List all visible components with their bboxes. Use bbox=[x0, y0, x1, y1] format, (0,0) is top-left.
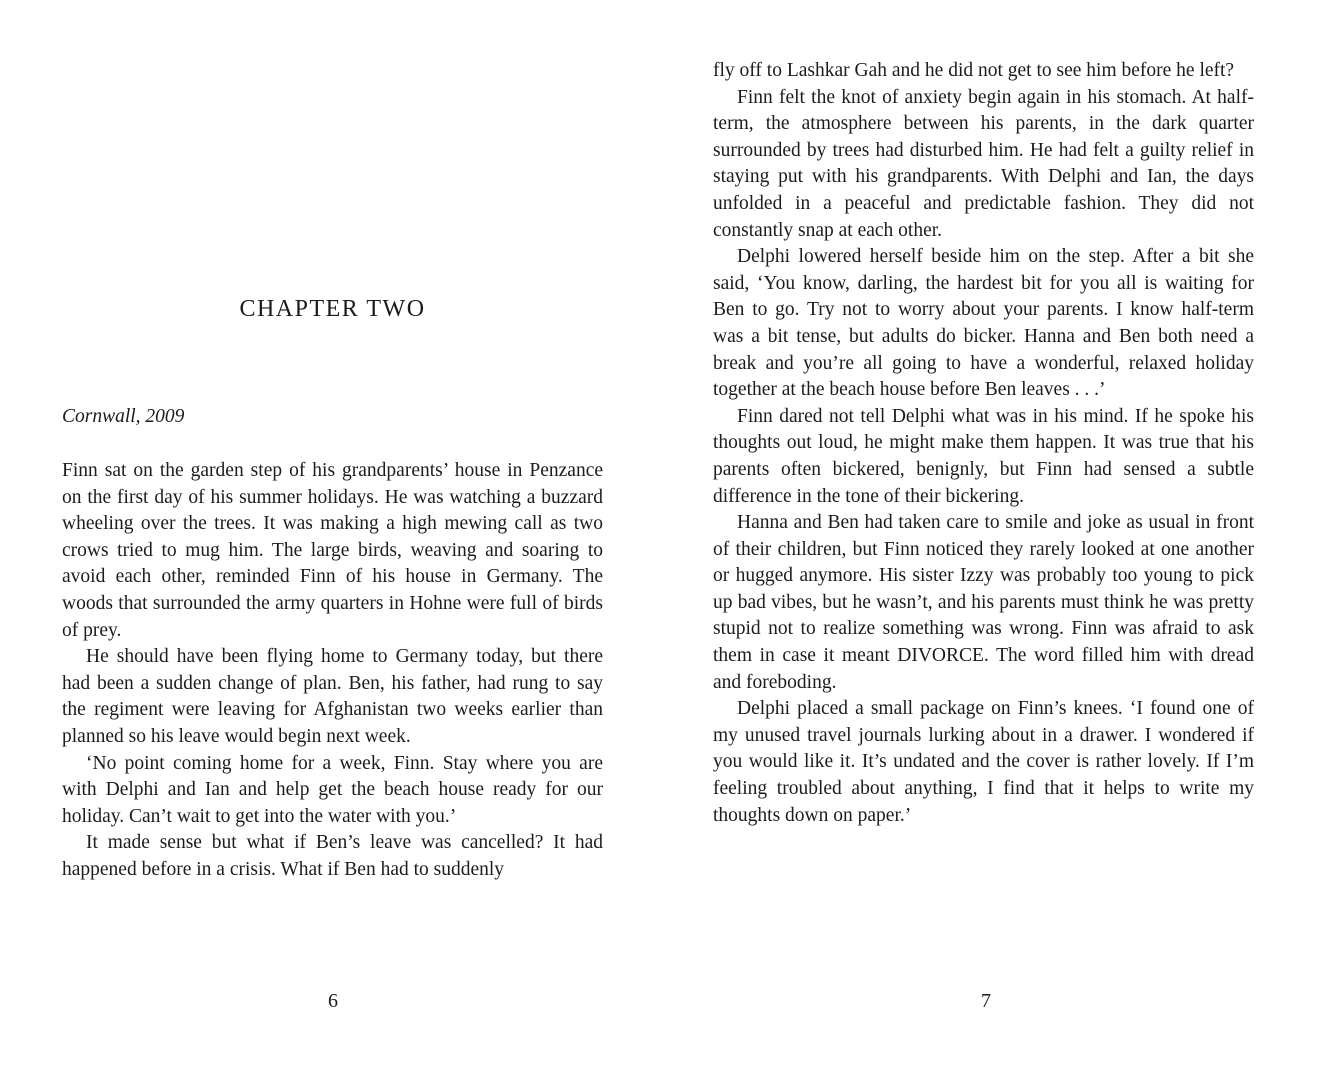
chapter-title: CHAPTER TWO bbox=[239, 296, 426, 322]
paragraph: It made sense but what if Ben’s leave was cancelled? It had happened before in a crisis. What if Ben had to suddenly bbox=[62, 832, 603, 880]
chapter-locale: Cornwall, 2009 bbox=[62, 406, 185, 427]
paragraph: Hanna and Ben had taken care to smile and joke as usual in front of their children, but Finn noticed they rarely looked at one another or hugged anymore. His sister Izzy was probably too young to pick up bad vibes, but he wasn’t, and his parents must think he was pretty stupid not to realize something was wrong. Finn was afraid to ask them in case it meant DIVORCE. The word filled him with dread and foreboding. bbox=[713, 512, 1254, 693]
paragraph: ‘No point coming home for a week, Finn. Stay where you are with Delphi and Ian and help get the beach house ready for our holiday. Can’t wait to get into the water with you.’ bbox=[62, 752, 603, 827]
left-text-column bbox=[62, 458, 603, 884]
paragraph: Finn dared not tell Delphi what was in his mind. If he spoke his thoughts out loud, he might make them happen. It was true that his parents often bickered, benignly, but Finn had sensed a subtle difference in the tone of their bickering. bbox=[713, 405, 1254, 507]
page-number-left: 6 bbox=[328, 990, 338, 1012]
paragraph: fly off to Lashkar Gah and he did not get to see him before he left? bbox=[713, 60, 1235, 81]
paragraph: Finn sat on the garden step of his grandparents’ house in Penzance on the first day of his summer holidays. He was watching a buzzard wheeling over the trees. It was making a high mewing call as two crows tried to mug him. The large birds, weaving and soaring to avoid each other, reminded Finn of his house in Germany. The woods that surrounded the army quarters in Hohne were full of birds of prey. bbox=[62, 460, 603, 641]
right-page bbox=[659, 0, 1318, 1080]
paragraph: Delphi placed a small package on Finn’s knees. ‘I found one of my unused travel journals lurking about in a drawer. I wondered if you would like it. It’s undated and the cover is rather lovely. If I’m feeling troubled about anything, I find that it helps to write my thoughts down on paper.’ bbox=[713, 698, 1254, 826]
paragraph: Finn felt the knot of anxiety begin again in his stomach. At half-term, the atmosphere between his parents, in the dark quarter surrounded by trees had disturbed him. He had felt a guilty relief in staying put with his grandparents. With Delphi and Ian, the days unfolded in a peaceful and predictable fashion. They did not constantly snap at each other. bbox=[713, 86, 1254, 241]
right-text-column bbox=[713, 58, 1254, 829]
paragraph: Delphi lowered herself beside him on the step. After a bit she said, ‘You know, darling, the hardest bit for you all is waiting for Ben to go. Try not to worry about your parents. I know half-term was a bit tense, but adults do bicker. Hanna and Ben both need a break and you’re all going to have a wonderful, relaxed holiday together at the beach house before Ben leaves . . .’ bbox=[713, 246, 1254, 401]
page-number-right: 7 bbox=[981, 990, 991, 1012]
paragraph: He should have been flying home to Germany today, but there had been a sudden change of plan. Ben, his father, had rung to say the regiment were leaving for Afghanistan two weeks earlier than planned so his leave would begin next week. bbox=[62, 646, 603, 747]
